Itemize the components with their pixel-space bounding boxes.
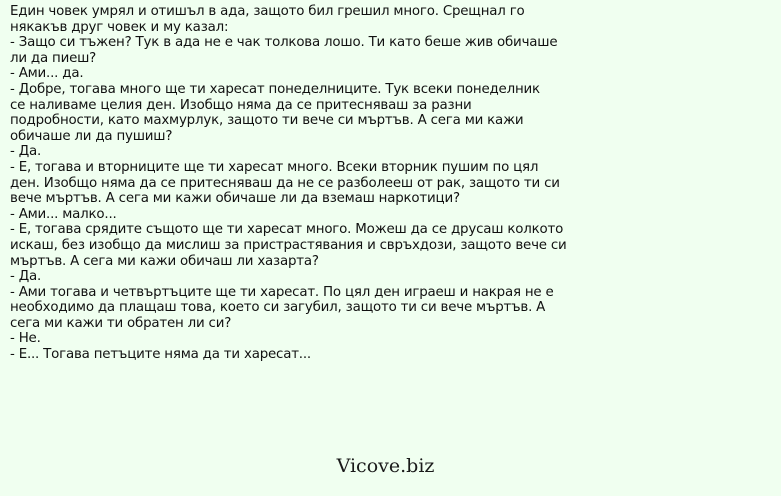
joke-line: - Ами... малко... (10, 206, 117, 222)
site-name: Vicove.biz (336, 455, 435, 477)
joke-line: подробности, като махмурлук, защото ти вече си мъртъв. А сега ми кажи (10, 113, 524, 129)
joke-line: - Да. (10, 269, 42, 285)
joke-line: необходимо да плащаш това, което си загубил, защото ти си вече мъртъв. А (10, 300, 546, 316)
joke-line: се наливаме целия ден. Изобщо няма да се притесняваш за разни (10, 97, 472, 113)
joke-line: - Ами... да. (10, 66, 84, 82)
joke-line: - Защо си тъжен? Тук в ада не е чак толкова лошо. Ти като беше жив обичаше (10, 35, 558, 51)
joke-line: ли да пиеш? (10, 50, 97, 66)
joke-line: - Да. (10, 144, 42, 160)
joke-line: вече мъртъв. А сега ми кажи обичаше ли да вземаш наркотици? (10, 191, 460, 207)
joke-line: - Е, тогава срядите същото ще ти харесат много. Можеш да се друсаш колкото (10, 222, 564, 238)
joke-line: искаш, без изобщо да мислиш за пристрастявания и свръхдози, защото вече си (10, 237, 567, 253)
joke-line: ден. Изобщо няма да се притесняваш да не се разболееш от рак, защото ти си (10, 175, 560, 191)
joke-line: мъртъв. А сега ми кажи обичаш ли хазарта? (10, 253, 319, 269)
joke-line: някакъв друг човек и му казал: (10, 19, 229, 35)
joke-line: - Добре, тогава много ще ти харесат понеделниците. Тук всеки понеделник (10, 81, 540, 97)
joke-line: - Е... Тогава петъците няма да ти харесат... (10, 347, 311, 363)
joke-line: сега ми кажи ти обратен ли си? (10, 315, 232, 331)
joke-text (10, 4, 570, 363)
joke-line: - Не. (10, 331, 41, 347)
joke-line: - Е, тогава и вторниците ще ти харесат много. Всеки вторник пушим по цял (10, 159, 539, 175)
joke-line: - Ами тогава и четвъртъците ще ти харесат. По цял ден играеш и накрая не е (10, 284, 554, 300)
joke-line: обичаше ли да пушиш? (10, 128, 173, 144)
joke-line: Един човек умрял и отишъл в ада, защото бил грешил много. Срещнал го (10, 4, 525, 19)
